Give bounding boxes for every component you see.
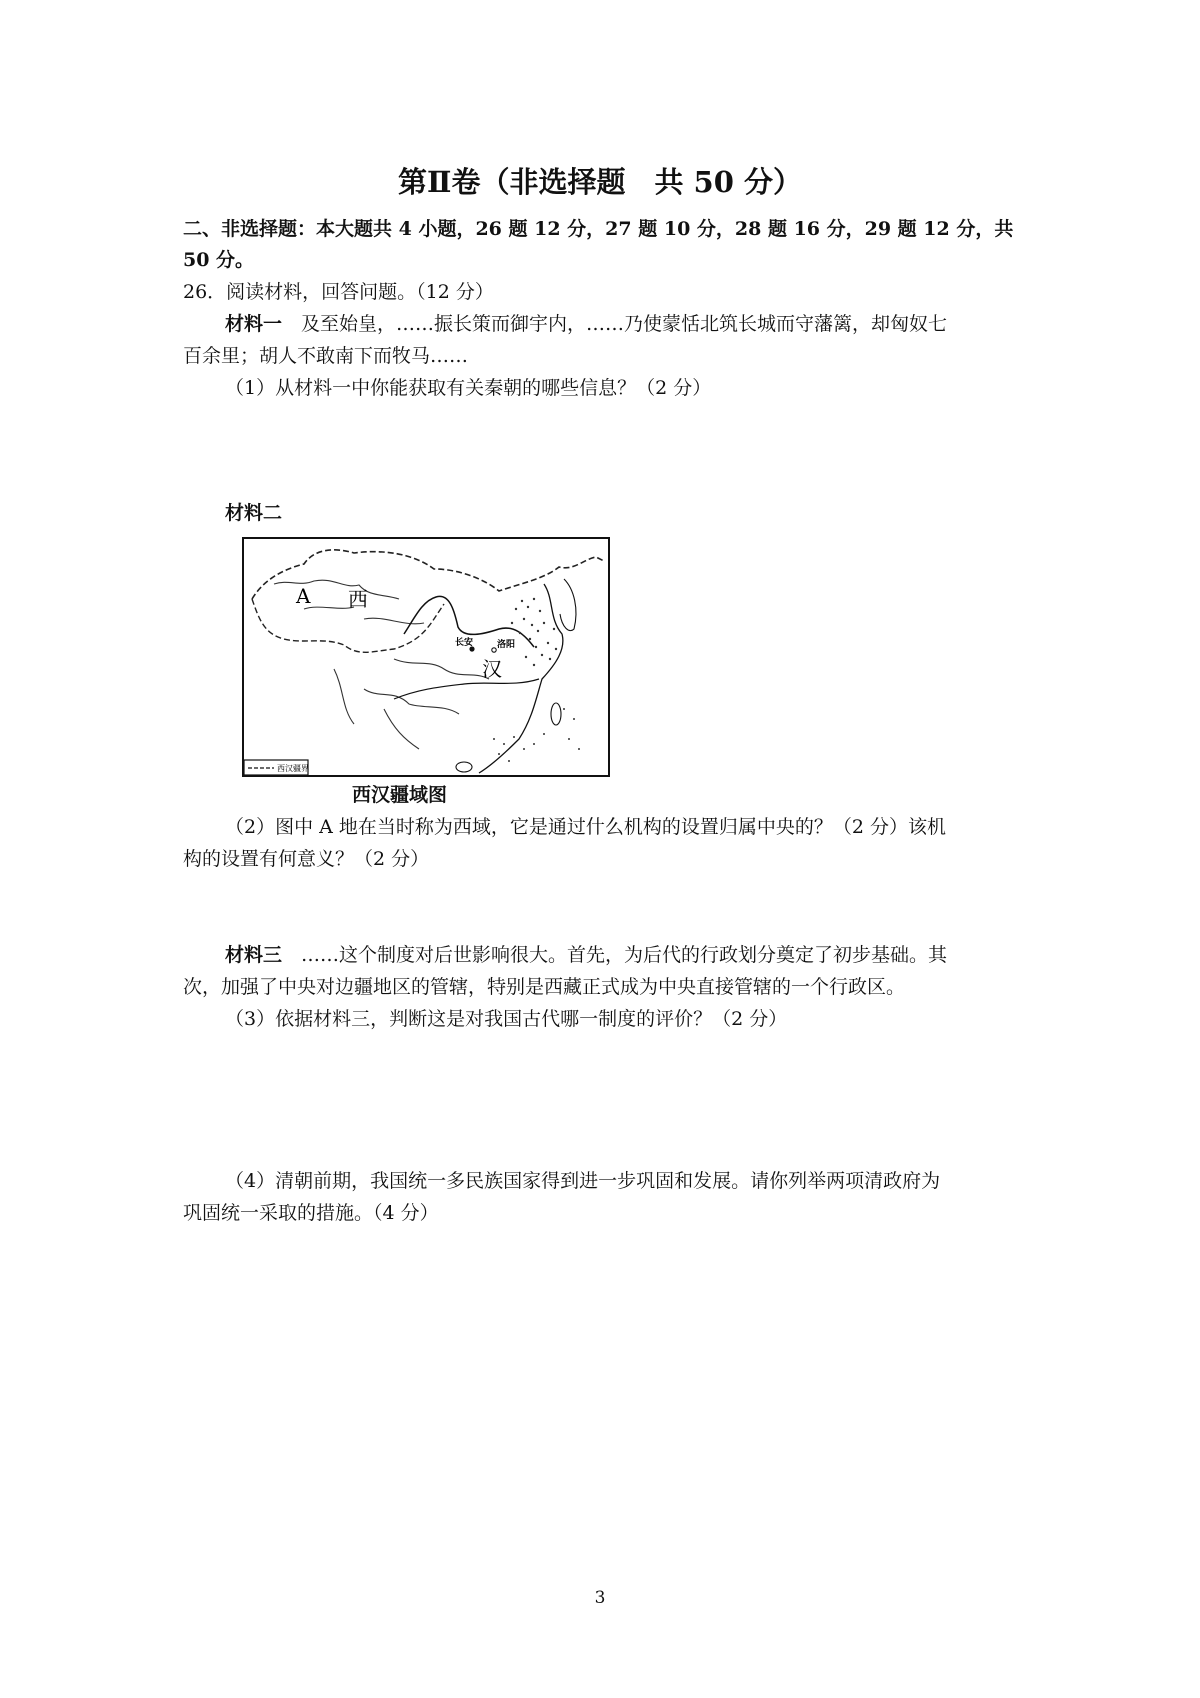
material-1-line1: [225, 309, 947, 339]
map-legend-text: 西汉疆界: [277, 764, 309, 773]
sub-question-2-line2: 构的设置有何意义？（2 分）: [183, 848, 430, 870]
section-instructions-line1: 二、非选择题：本大题共 4 小题，26 题 12 分，27 题 10 分，28 题 16 分，29 题 12 分，共: [183, 218, 1014, 240]
page-number: 3: [594, 1588, 606, 1608]
sub-question-3: （3）依据材料三，判断这是对我国古代哪一制度的评价？（2 分）: [225, 1008, 788, 1030]
sub-question-4-line2: 巩固统一采取的措施。（4 分）: [183, 1202, 439, 1224]
sub-question-4-line1: （4）清朝前期，我国统一多民族国家得到进一步巩固和发展。请你列举两项清政府为: [225, 1170, 941, 1192]
hainan-island: [456, 762, 472, 772]
western-han-map: [242, 537, 610, 777]
map-label-han: 汉: [482, 657, 502, 681]
material-1-label: 材料一: [225, 313, 283, 335]
material-3-text: ……这个制度对后世影响很大。首先，为后代的行政划分奠定了初步基础。其: [282, 944, 948, 966]
map-label-a: A: [296, 584, 311, 608]
yangtze-river: [394, 679, 539, 699]
sub-question-1: （1）从材料一中你能获取有关秦朝的哪些信息？（2 分）: [225, 377, 712, 399]
city-label-luoyang: 洛阳: [497, 640, 516, 650]
paper-section-title: 第Ⅱ卷（非选择题 共 50 分）: [398, 165, 802, 199]
sub-question-2-line1: （2）图中 A 地在当时称为西域，它是通过什么机构的设置归属中央的？（2 分）该机: [225, 816, 947, 838]
city-label-changan: 长安: [455, 638, 474, 648]
material-1-text: 及至始皇，……振长策而御宇内，……乃使蒙恬北筑长城而守藩篱，却匈奴七: [282, 313, 948, 335]
material-1-line2: 百余里；胡人不敢南下而牧马……: [183, 345, 469, 367]
material-3-line2: 次，加强了中央对边疆地区的管辖，特别是西藏正式成为中央直接管辖的一个行政区。: [183, 976, 906, 998]
map-caption: 西汉疆域图: [352, 784, 448, 806]
western-han-map-drawing: [244, 539, 608, 775]
luoyang-marker: [492, 648, 496, 652]
material-3-label: 材料三: [225, 944, 283, 966]
question-26-heading: 26．阅读材料，回答问题。（12 分）: [183, 281, 494, 303]
map-label-xi: 西: [348, 587, 368, 611]
taiwan-island: [551, 703, 561, 725]
material-3-line1: [225, 940, 947, 970]
korean-peninsula: [560, 579, 576, 631]
material-2-label: 材料二: [225, 502, 283, 524]
section-instructions-line2: 50 分。: [183, 249, 255, 271]
